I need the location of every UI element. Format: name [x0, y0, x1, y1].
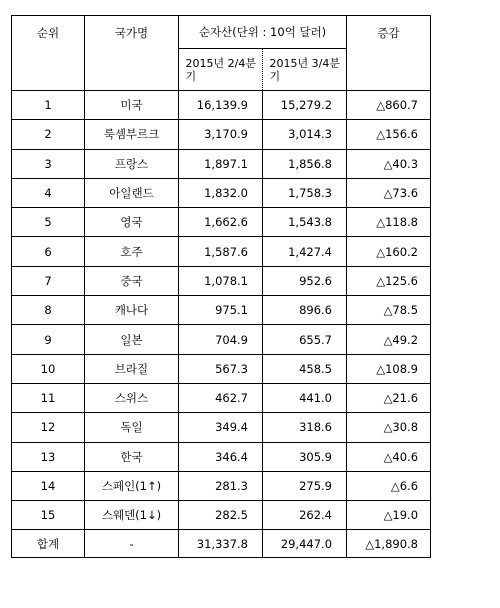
q3-value-cell: 305.9: [263, 442, 347, 471]
rank-cell: 8: [12, 296, 85, 325]
q2-value-cell: 1,078.1: [179, 266, 263, 295]
q3-value-cell: 1,427.4: [263, 237, 347, 266]
rank-cell: 2: [12, 120, 85, 149]
rank-cell: 14: [12, 471, 85, 500]
table-row: [12, 471, 431, 500]
country-cell: 미국: [85, 91, 179, 120]
q3-value-cell: 3,014.3: [263, 120, 347, 149]
rank-cell: 6: [12, 237, 85, 266]
q3-value-cell: 262.4: [263, 501, 347, 530]
total-q2: 31,337.8: [179, 530, 263, 558]
header-row: [12, 16, 431, 49]
rank-cell: 3: [12, 149, 85, 178]
q2-value-cell: 16,139.9: [179, 91, 263, 120]
header-country: 국가명: [85, 16, 179, 91]
data-rows: [12, 91, 431, 530]
q3-value-cell: 952.6: [263, 266, 347, 295]
rank-cell: 12: [12, 413, 85, 442]
change-cell: △156.6: [347, 120, 431, 149]
total-section: [12, 530, 431, 558]
country-cell: 스위스: [85, 383, 179, 412]
q3-value-cell: 1,758.3: [263, 178, 347, 207]
country-cell: 중국: [85, 266, 179, 295]
q2-value-cell: 1,897.1: [179, 149, 263, 178]
change-cell: △118.8: [347, 208, 431, 237]
rank-cell: 9: [12, 325, 85, 354]
rank-cell: 5: [12, 208, 85, 237]
q2-value-cell: 3,170.9: [179, 120, 263, 149]
rank-cell: 4: [12, 178, 85, 207]
q3-value-cell: 1,856.8: [263, 149, 347, 178]
header-change: 증감: [347, 16, 431, 91]
change-cell: △125.6: [347, 266, 431, 295]
change-cell: △40.3: [347, 149, 431, 178]
header-q3-label: 2015년 3/4분기: [269, 56, 340, 83]
table-row: [12, 266, 431, 295]
table-row: [12, 91, 431, 120]
change-cell: △40.6: [347, 442, 431, 471]
country-cell: 독일: [85, 413, 179, 442]
q2-value-cell: 281.3: [179, 471, 263, 500]
change-cell: △49.2: [347, 325, 431, 354]
table-row: [12, 325, 431, 354]
q2-value-cell: 349.4: [179, 413, 263, 442]
q3-value-cell: 15,279.2: [263, 91, 347, 120]
q2-value-cell: 1,832.0: [179, 178, 263, 207]
rank-cell: 1: [12, 91, 85, 120]
change-cell: △6.6: [347, 471, 431, 500]
q2-value-cell: 1,662.6: [179, 208, 263, 237]
country-cell: 영국: [85, 208, 179, 237]
rank-cell: 7: [12, 266, 85, 295]
total-country: -: [85, 530, 179, 558]
q2-value-cell: 346.4: [179, 442, 263, 471]
q3-value-cell: 275.9: [263, 471, 347, 500]
change-cell: △19.0: [347, 501, 431, 530]
table-row: [12, 237, 431, 266]
change-cell: △73.6: [347, 178, 431, 207]
table-row: [12, 501, 431, 530]
country-cell: 브라질: [85, 354, 179, 383]
rank-cell: 10: [12, 354, 85, 383]
country-cell: 일본: [85, 325, 179, 354]
total-row: [12, 530, 431, 558]
country-cell: 스페인(1↑): [85, 471, 179, 500]
table-row: [12, 354, 431, 383]
total-label: 합계: [12, 530, 85, 558]
table-row: [12, 383, 431, 412]
total-q3: 29,447.0: [263, 530, 347, 558]
table-row: [12, 442, 431, 471]
q2-value-cell: 282.5: [179, 501, 263, 530]
country-cell: 룩셈부르크: [85, 120, 179, 149]
table-row: [12, 296, 431, 325]
rank-cell: 11: [12, 383, 85, 412]
q2-value-cell: 975.1: [179, 296, 263, 325]
change-cell: △860.7: [347, 91, 431, 120]
change-cell: △160.2: [347, 237, 431, 266]
q2-value-cell: 1,587.6: [179, 237, 263, 266]
q3-value-cell: 1,543.8: [263, 208, 347, 237]
q3-value-cell: 318.6: [263, 413, 347, 442]
country-cell: 아일랜드: [85, 178, 179, 207]
net-assets-table: [11, 15, 431, 558]
q3-value-cell: 458.5: [263, 354, 347, 383]
q2-value-cell: 567.3: [179, 354, 263, 383]
country-cell: 프랑스: [85, 149, 179, 178]
table-row: [12, 120, 431, 149]
header-q3: [263, 49, 347, 91]
change-cell: △78.5: [347, 296, 431, 325]
q2-value-cell: 704.9: [179, 325, 263, 354]
table-row: [12, 149, 431, 178]
q3-value-cell: 441.0: [263, 383, 347, 412]
change-cell: △108.9: [347, 354, 431, 383]
q2-value-cell: 462.7: [179, 383, 263, 412]
rank-cell: 13: [12, 442, 85, 471]
table-body: [12, 16, 431, 91]
header-q2-label: 2015년 2/4분기: [185, 56, 256, 83]
table-row: [12, 208, 431, 237]
table-row: [12, 413, 431, 442]
header-net-assets: 순자산(단위 : 10억 달러): [179, 16, 347, 49]
rank-cell: 15: [12, 501, 85, 530]
header-q2: [179, 49, 263, 91]
country-cell: 호주: [85, 237, 179, 266]
total-change: △1,890.8: [347, 530, 431, 558]
table-row: [12, 178, 431, 207]
change-cell: △21.6: [347, 383, 431, 412]
change-cell: △30.8: [347, 413, 431, 442]
header-rank: 순위: [12, 16, 85, 91]
q3-value-cell: 655.7: [263, 325, 347, 354]
country-cell: 캐나다: [85, 296, 179, 325]
country-cell: 스웨덴(1↓): [85, 501, 179, 530]
country-cell: 한국: [85, 442, 179, 471]
q3-value-cell: 896.6: [263, 296, 347, 325]
